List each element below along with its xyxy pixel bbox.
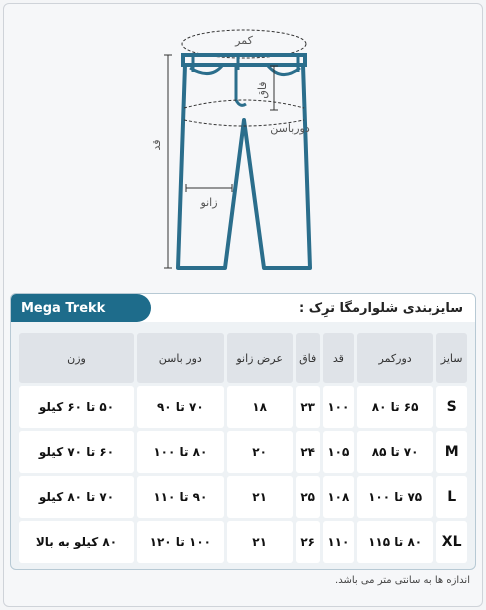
table-cell: ۱۱۰ <box>323 521 354 563</box>
table-cell: ۱۰۰ <box>323 386 354 428</box>
column-header: وزن <box>19 333 134 383</box>
size-cell: M <box>436 431 467 473</box>
knee-label: زانو <box>200 196 218 209</box>
size-table <box>16 330 470 566</box>
table-cell: ۶۰ تا ۷۰ کیلو <box>19 431 134 473</box>
column-header: دورکمر <box>357 333 433 383</box>
table-cell: ۶۵ تا ۸۰ <box>357 386 433 428</box>
size-chart-card <box>10 293 476 570</box>
table-cell: ۸۰ تا ۱۰۰ <box>137 431 224 473</box>
table-row <box>19 521 467 563</box>
length-label: قد <box>150 139 163 151</box>
pants-fly <box>236 66 246 105</box>
rise-label: فاق <box>256 81 269 99</box>
table-cell: ۷۵ تا ۱۰۰ <box>357 476 433 518</box>
brand-label: Mega Trekk <box>11 294 151 322</box>
column-header: فاق <box>296 333 320 383</box>
pants-outline <box>178 65 310 268</box>
column-header: قد <box>323 333 354 383</box>
table-cell: ۵۰ تا ۶۰ کیلو <box>19 386 134 428</box>
table-cell: ۷۰ تا ۸۵ <box>357 431 433 473</box>
hip-label: دورباسن <box>270 122 310 135</box>
units-footnote: اندازه ها به سانتی متر می باشد. <box>335 575 470 586</box>
table-header-row <box>19 333 467 383</box>
table-cell: ۱۸ <box>227 386 293 428</box>
waist-label: کمر <box>235 34 253 47</box>
table-cell: ۲۱ <box>227 476 293 518</box>
table-cell: ۲۰ <box>227 431 293 473</box>
table-cell: ۲۳ <box>296 386 320 428</box>
table-cell: ۲۱ <box>227 521 293 563</box>
table-cell: ۲۶ <box>296 521 320 563</box>
table-row <box>19 431 467 473</box>
table-row <box>19 386 467 428</box>
pocket-left <box>190 66 222 74</box>
column-header: سایز <box>436 333 467 383</box>
table-cell: ۷۰ تا ۸۰ کیلو <box>19 476 134 518</box>
size-cell: L <box>436 476 467 518</box>
column-header: دور باسن <box>137 333 224 383</box>
card-header <box>11 294 475 322</box>
column-header: عرض زانو <box>227 333 293 383</box>
table-cell: ۸۰ تا ۱۱۵ <box>357 521 433 563</box>
size-cell: XL <box>436 521 467 563</box>
size-chart-title: سایزبندی شلوارمگا ترِک : <box>299 300 463 316</box>
table-cell: ۷۰ تا ۹۰ <box>137 386 224 428</box>
table-cell: ۱۰۸ <box>323 476 354 518</box>
table-cell: ۱۰۰ تا ۱۲۰ <box>137 521 224 563</box>
pants-diagram <box>0 0 486 285</box>
table-cell: ۸۰ کیلو به بالا <box>19 521 134 563</box>
table-cell: ۱۰۵ <box>323 431 354 473</box>
size-cell: S <box>436 386 467 428</box>
table-cell: ۹۰ تا ۱۱۰ <box>137 476 224 518</box>
pocket-right <box>268 66 300 75</box>
table-cell: ۲۴ <box>296 431 320 473</box>
table-row <box>19 476 467 518</box>
table-cell: ۲۵ <box>296 476 320 518</box>
